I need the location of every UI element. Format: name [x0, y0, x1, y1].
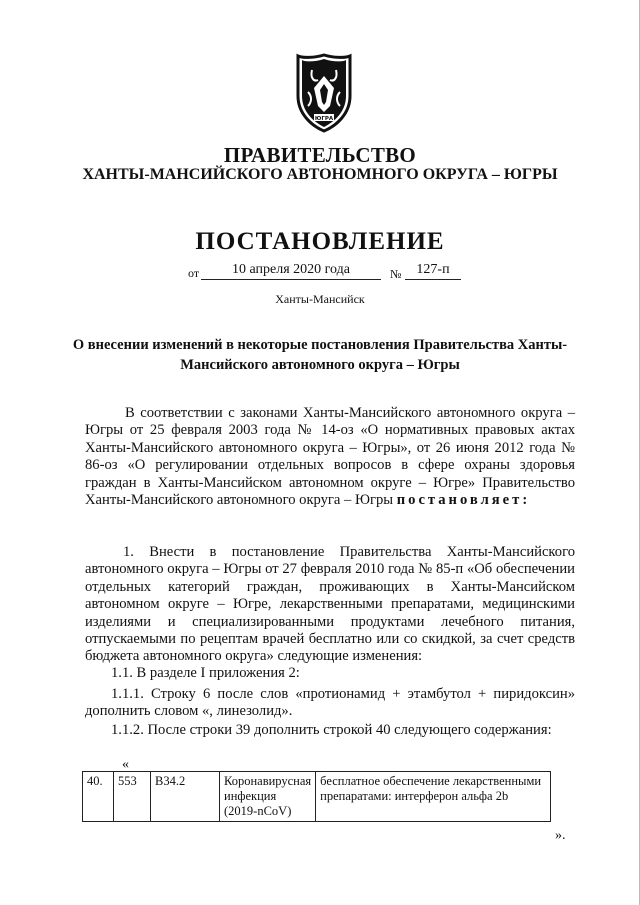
government-title: ПРАВИТЕЛЬСТВО — [223, 143, 417, 167]
code-cell: 553 — [114, 772, 151, 822]
svg-text:ЮГРА: ЮГРА — [314, 116, 334, 122]
document-date: 10 апреля 2020 года — [201, 262, 381, 280]
city: Ханты-Мансийск — [275, 292, 365, 306]
document-type: ПОСТАНОВЛЕНИЕ — [195, 228, 445, 255]
date-label: от — [188, 266, 200, 280]
coat-of-arms-icon — [292, 52, 356, 134]
table-row — [83, 772, 551, 822]
decree-word: постановляет: — [396, 492, 531, 509]
added-row-table — [82, 771, 551, 822]
disease-cell: Коронавирусная инфекция (2019-nCoV) — [220, 772, 316, 822]
preamble-text: В соответствии с законами Ханты-Мансийского автономного округа – Югры от 25 февраля 2003 года № 14-оз «О нормативных правовых актах Ханты-Мансийского автономного округа – Югры», от 26 июня 2012 года № 86-оз «О регулировании отдельных вопросов в сфере охраны здоровья граждан в Ханты-Мансийском автономном округе – Югре» Правительство Ханты-Мансийского автономного округа – Югры — [85, 405, 575, 509]
closing-quote: ». — [555, 828, 566, 843]
document-subject: О внесении изменений в некоторые постановления Правительства Ханты-Мансийского автономного округа – Югры — [72, 337, 568, 373]
government-region: ХАНТЫ-МАНСИЙСКОГО АВТОНОМНОГО ОКРУГА – ЮГРЫ — [82, 166, 558, 183]
paragraph-1-1-2: 1.1.2. После строки 39 дополнить строкой 40 следующего содержания: — [111, 722, 552, 738]
paragraph-1-1: 1.1. В разделе I приложения 2: — [111, 665, 300, 681]
paragraph-1: 1. Внести в постановление Правительства Ханты-Мансийского автономного округа – Югры от 27 февраля 2010 года № 85-п «Об обеспечении отдельных категорий граждан, проживающих в Ханты-Мансийском автономном округе – Югре, лекарственными препаратами, медицинскими изделиями и специализированными продуктами лечебного питания, отпускаемыми по рецептам врачей бесплатно или со скидкой, за счет средств бюджета автономного округа» следующие изменения: — [85, 544, 575, 665]
number-label: № — [390, 267, 402, 281]
icd-code-cell: B34.2 — [151, 772, 220, 822]
preamble-paragraph — [85, 405, 575, 509]
document-number: 127-п — [405, 262, 461, 280]
row-number-cell: 40. — [83, 772, 114, 822]
opening-quote: « — [122, 757, 129, 772]
paragraph-1-1-1: 1.1.1. Строку 6 после слов «протионамид + этамбутол + пиридоксин» дополнить словом «, линезолид». — [85, 686, 575, 720]
provision-cell: бесплатное обеспечение лекарственными препаратами: интерферон альфа 2b — [316, 772, 551, 822]
